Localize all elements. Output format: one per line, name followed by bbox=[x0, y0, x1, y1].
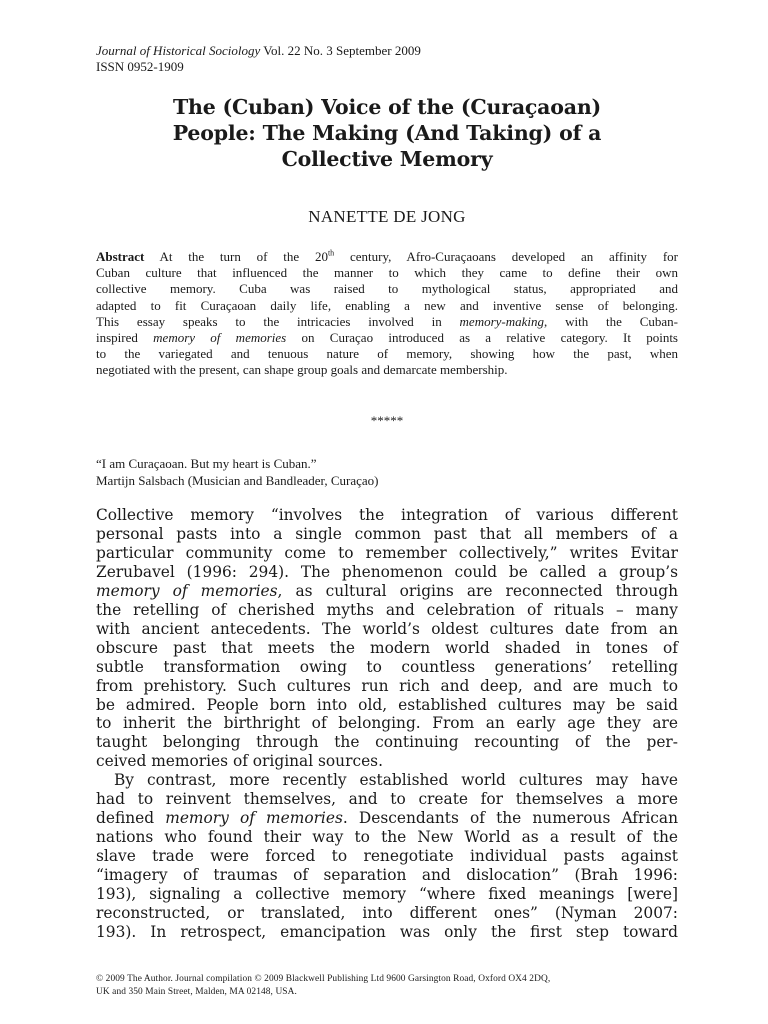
abstract-line: adapted to fit Curaçaoan daily life, enabling a new and inventive sense of belonging. bbox=[96, 297, 678, 313]
superscript: th bbox=[327, 248, 335, 258]
italic-term: memory of memories bbox=[153, 330, 287, 346]
abstract-line: to the variegated and tenuous nature of memory, showing how the past, when bbox=[96, 346, 678, 362]
body-line: be admired. People born into old, established cultures may be said bbox=[96, 695, 678, 714]
copyright-footer bbox=[96, 973, 678, 998]
body-line: ceived memories of original sources. bbox=[96, 752, 383, 771]
body-line: By contrast, more recently established world cultures may have bbox=[114, 771, 678, 790]
abstract-label: Abstract bbox=[96, 249, 145, 264]
epigraph bbox=[96, 456, 678, 489]
body-line: with ancient antecedents. The world’s oldest cultures date from an bbox=[96, 619, 678, 638]
body-line: “imagery of traumas of separation and dislocation” (Brah 1996: bbox=[96, 866, 678, 885]
abstract-line: Cuban culture that influenced the manner to which they came to define their own bbox=[96, 265, 678, 281]
body-line: 193). In retrospect, emancipation was only the first step toward bbox=[96, 922, 678, 941]
abstract-line: collective memory. Cuba was raised to mythological status, appropriated and bbox=[96, 281, 678, 297]
body-text-run: defined bbox=[96, 809, 166, 828]
body-line bbox=[96, 582, 678, 601]
abstract-line: negotiated with the present, can shape group goals and demarcate membership. bbox=[96, 362, 508, 378]
section-separator: ***** bbox=[370, 413, 404, 428]
body-line: particular community come to remember collectively,” writes Evitar bbox=[96, 543, 678, 562]
journal-citation-line bbox=[96, 43, 678, 59]
body-line: from prehistory. Such cultures run rich and deep, and are much to bbox=[96, 676, 678, 695]
journal-issn: ISSN 0952-1909 bbox=[96, 59, 184, 74]
abstract-line bbox=[96, 249, 678, 265]
journal-issue: Vol. 22 No. 3 September 2009 bbox=[260, 43, 421, 58]
title-line: The (Cuban) Voice of the (Curaçaoan) bbox=[172, 95, 602, 119]
abstract-text: , with the Cuban- bbox=[544, 313, 678, 329]
abstract bbox=[96, 249, 678, 379]
body-line: to inherit the birthright of belonging. From an early age they are bbox=[96, 714, 678, 733]
epigraph-quote: “I am Curaçaoan. But my heart is Cuban.” bbox=[96, 456, 317, 471]
body-line: had to reinvent themselves, and to create for themselves a more bbox=[96, 790, 678, 809]
abstract-line bbox=[96, 314, 678, 330]
abstract-text: inspired bbox=[96, 330, 154, 346]
body-text bbox=[96, 506, 678, 942]
author-name: NANETTE DE JONG bbox=[308, 207, 466, 226]
body-line: nations who found their way to the New World as a result of the bbox=[96, 828, 678, 847]
body-line: obscure past that meets the modern world shaded in tones of bbox=[96, 638, 678, 657]
article-title bbox=[96, 94, 678, 172]
body-line: personal pasts into a single common past that all members of a bbox=[96, 524, 678, 543]
abstract-text: This essay speaks to the intricacies involved in bbox=[96, 313, 460, 329]
epigraph-attribution: Martijn Salsbach (Musician and Bandleader, Curaçao) bbox=[96, 472, 379, 488]
body-line: 193), signaling a collective memory “where fixed meanings [were] bbox=[96, 885, 678, 904]
italic-term: memory-making bbox=[459, 313, 545, 329]
abstract-text: At the turn of the 20 bbox=[144, 249, 328, 264]
body-line: slave trade were forced to renegotiate individual pasts against bbox=[96, 847, 678, 866]
italic-term: memory of memories bbox=[165, 809, 343, 828]
body-line bbox=[96, 809, 678, 828]
italic-term: memory of memories bbox=[96, 581, 278, 600]
title-line: Collective Memory bbox=[281, 147, 493, 171]
footer-line: UK and 350 Main Street, Malden, MA 02148, USA. bbox=[96, 986, 297, 997]
abstract-text: century, Afro-Curaçaoans developed an affinity for bbox=[334, 249, 678, 264]
body-text-run: . Descendants of the numerous African bbox=[342, 809, 678, 828]
body-line: the retelling of cherished myths and celebration of rituals – many bbox=[96, 600, 678, 619]
journal-name: Journal of Historical Sociology bbox=[96, 43, 261, 58]
title-line: People: The Making (And Taking) of a bbox=[172, 121, 602, 145]
body-line: taught belonging through the continuing recounting of the per- bbox=[96, 733, 678, 752]
journal-header bbox=[96, 43, 678, 75]
body-line: Zerubavel (1996: 294). The phenomenon could be called a group’s bbox=[96, 562, 678, 581]
abstract-text: on Curaçao introduced as a relative category. It points bbox=[286, 330, 678, 346]
body-line: Collective memory “involves the integration of various different bbox=[96, 506, 678, 524]
body-text-run: , as cultural origins are reconnected through bbox=[277, 581, 678, 600]
footer-line: © 2009 The Author. Journal compilation © 2009 Blackwell Publishing Ltd 9600 Garsington Road, Oxford OX4 2DQ, bbox=[96, 974, 551, 984]
body-line: reconstructed, or translated, into different ones” (Nyman 2007: bbox=[96, 904, 678, 923]
body-line: subtle transformation owing to countless generations’ retelling bbox=[96, 657, 678, 676]
abstract-line bbox=[96, 330, 678, 346]
